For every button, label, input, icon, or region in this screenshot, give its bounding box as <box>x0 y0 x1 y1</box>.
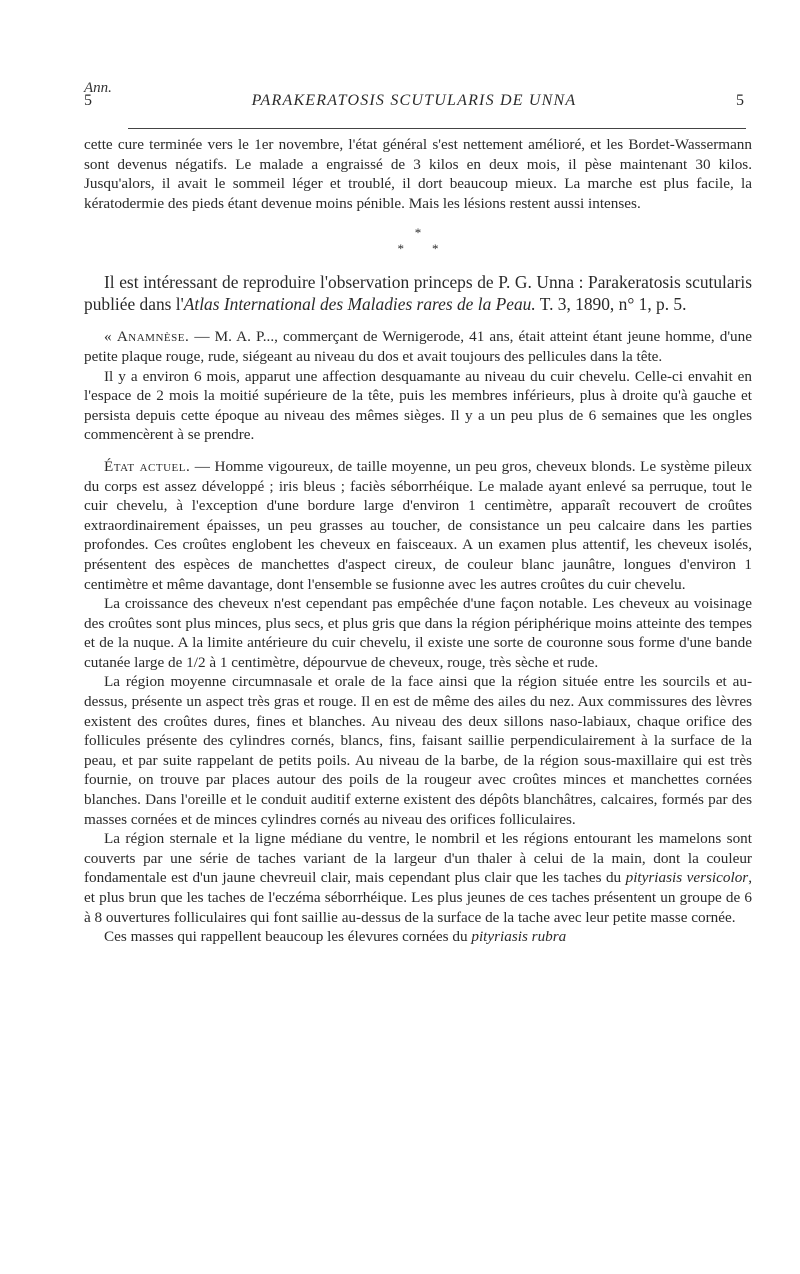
etat-paragraph: État actuel. — Homme vigoureux, de taille moyenne, un peu gros, cheveux blonds. Le système pileux du corps est assez développé ; iris bleus ; faciès séborrhéique. Le malade ayant enlevé sa perruque, tout le cuir chevelu, à l'exception d'une bordure large d'environ 1 centimètre, apparaît recouvert de croûtes extraordinairement épaisses, un peu grasses au toucher, de consistance un peu calcaire dans les parties profondes. Ces croûtes englobent les cheveux en faisceaux. A un examen plus attentif, les cheveux isolés, présentent des espèces de manchettes d'aspect cireux, de couleur blanc jaunâtre, longues d'environ 1 centimètre et même davantage, dont l'ensemble se fusionne avec les autres croûtes du cuir chevelu. <box>84 457 752 593</box>
section-separator <box>84 225 752 257</box>
paragraph: La croissance des cheveux n'est cependant pas empêchée d'une façon notable. Les cheveux au voisinage des croûtes sont plus minces, plus secs, et plus gris que dans la région périphérique moins atteinte des tempes et de la nuque. A la limite antérieure du cuir chevelu, il existe une sorte de couronne sous forme d'une bande cutanée large de 1/2 à 1 centimètre, dépourvue de cheveux, rouge, très sèche et rude. <box>84 595 752 671</box>
page-number-left: 5 <box>84 92 92 109</box>
separator-star: * <box>397 241 404 257</box>
separator-star: * <box>414 225 422 241</box>
paragraph: cette cure terminée vers le 1er novembre, l'état général s'est nettement amélioré, et les Bordet-Wassermann sont devenus négatifs. Le malade a engraissé de 3 kilos en deux mois, il pèse maintenant 30 kilos. Jusqu'alors, il avait le sommeil léger et troublé, il dort beaucoup mieux. La marche est plus facile, la kératodermie des pieds étant devenue moins pénible. Mais les lésions restent aussi intenses. <box>84 136 752 212</box>
lead-paragraph: Il est intéressant de reproduire l'observation princeps de P. G. Unna : Parakeratosis scutularis publiée dans l'Atlas International des Maladies rares de la Peau. T. 3, 1890, n° 1, p. 5. <box>84 272 752 315</box>
paragraph: La région moyenne circumnasale et orale de la face ainsi que la région située entre les sourcils et au-dessus, présente un aspect très gras et rouge. Il en est de même des ailes du nez. Aux commissures des lèvres existent des croûtes dures, fines et blanches. Au niveau des deux sillons naso-labiaux, chaque orifice des follicules présente des cylindres cornés, blancs, fins, faisant saillie perpendiculairement à la surface de la peau, et par suite rappelant de petits poils. Au niveau de la barbe, de la région sous-maxillaire qui est très fournie, on trouve par places autour des poils de la rougeur avec croûtes minces et manchettes cornées blanches. Dans l'oreille et le conduit auditif externe existent des dépôts blanchâtres, calcaires, formés par des masses cornées et de minces cylindres cornés au niveau des orifices folliculaires. <box>84 673 752 828</box>
header-rule <box>128 128 746 129</box>
handwritten-annotation: Ann. <box>84 80 112 96</box>
running-title: PARAKERATOSIS SCUTULARIS DE UNNA <box>251 92 577 109</box>
separator-star: * <box>432 241 439 257</box>
paragraph: Il y a environ 6 mois, apparut une affection desquamante au niveau du cuir chevelu. Celle-ci envahit en l'espace de 2 mois la moitié supérieure de la tête, puis les membres inférieurs, plus à droite qu'à gauche et persista depuis cette époque au niveau des mêmes sièges. Il y a un peu plus de 6 semaines que les ongles commencèrent à se prendre. <box>84 367 752 444</box>
page-number-right: 5 <box>736 92 744 109</box>
section-label: État actuel. <box>104 457 191 475</box>
paragraph: Ces masses qui rappellent beaucoup les élevures cornées du pityriasis rubra <box>104 928 567 946</box>
body-text <box>84 135 752 947</box>
paragraph: La région sternale et la ligne médiane du ventre, le nombril et les régions entourant les mamelons sont couverts par une série de taches variant de la largeur d'un thaler à celui de la main, dont la couleur fondamentale est d'un jaune chevreuil clair, mais cependant plus clair que les taches du pityriasis versicolor, et plus brun que les taches de l'eczéma séborrhéique. Les plus jeunes de ces taches présentent un groupe de 6 à 8 ouvertures folliculaires qui font saillie au-dessus de la surface de la tache avec leur petite masse cornée. <box>84 830 752 926</box>
section-label: « Anamnèse. <box>104 328 190 346</box>
atlas-title: Atlas International des Maladies rares de la Peau. <box>183 294 536 315</box>
anamnese-paragraph: « Anamnèse. — M. A. P..., commerçant de Wernigerode, 41 ans, était atteint étant jeune homme, d'une petite plaque rouge, rude, siégeant au niveau du dos et avait toujours des pellicules dans la tête. <box>84 328 752 365</box>
